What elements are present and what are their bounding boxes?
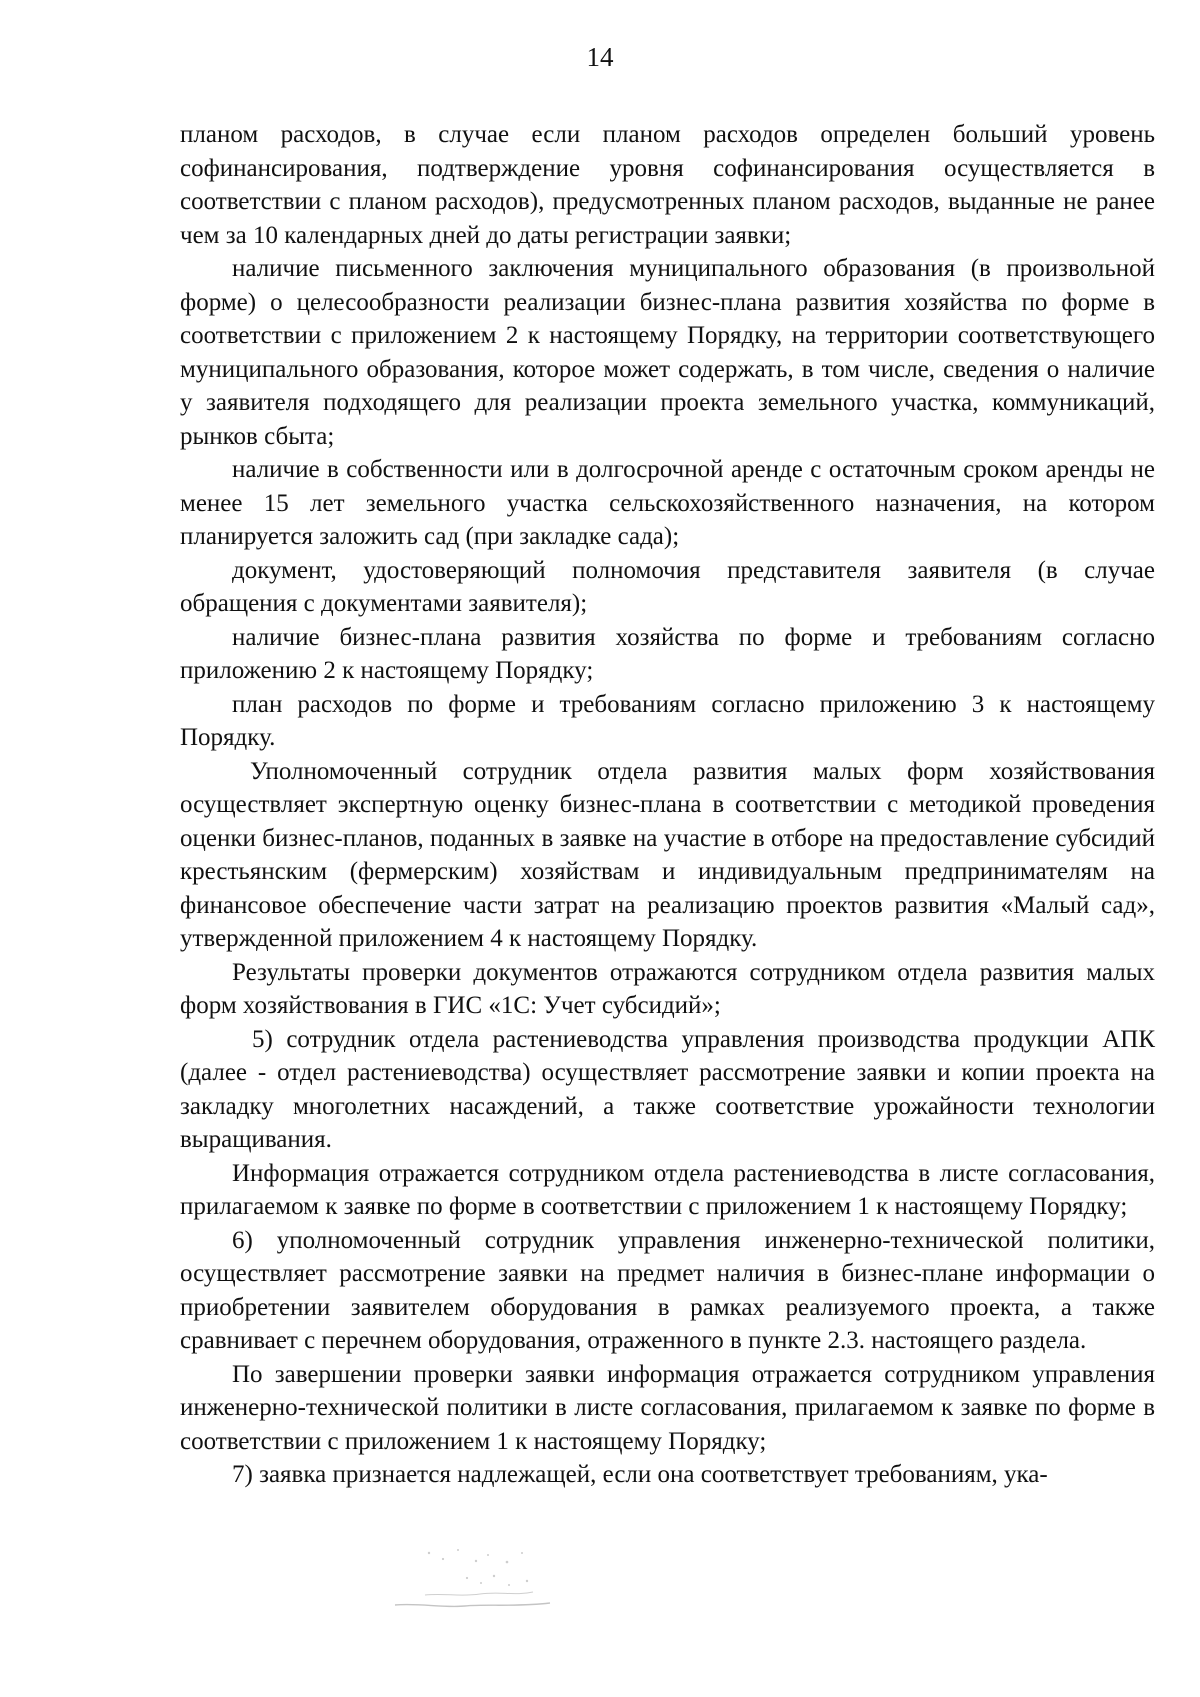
paragraph-land-ownership: наличие в собственности или в долгосрочной аренде с остаточным сроком аренды не менее 15 лет земельного участка сельскохозяйственного назначения, на котором планируется заложить сад (при закладке сада); bbox=[180, 456, 1155, 550]
paragraph-item-7: 7) заявка признается надлежащей, если она соответствует требованиям, ука- bbox=[232, 1461, 1048, 1488]
paragraph-expense-plan: план расходов по форме и требованиям согласно приложению 3 к настоящему Порядку. bbox=[180, 690, 1155, 751]
paragraph-verification-results: Результаты проверки документов отражаются сотрудником отдела развития малых форм хозяйствования в ГИС «1С: Учет субсидий»; bbox=[180, 958, 1155, 1019]
faint-stamp-mark bbox=[385, 1545, 565, 1615]
paragraph-municipal-conclusion: наличие письменного заключения муниципального образования (в произвольной форме) о целесообразности реализации бизнес-плана развития хозяйства по форме в соответствии с приложением 2 к настоящему Порядку, на территории соответствующего муниципального образования, которое может содержать, в том числе, сведения о наличие у заявителя подходящего для реализации проекта земельного участка, коммуникаций, рынков сбыта; bbox=[180, 255, 1155, 450]
paragraph-item-5: 5) сотрудник отдела растениеводства управления производства продукции АПК (далее - отдел растениеводства) осуществляет рассмотрение заявки и копии проекта на закладку многолетних насаждений, а также соответствие урожайности технологии выращивания. bbox=[180, 1025, 1155, 1153]
paragraph-cofinancing-continuation: планом расходов, в случае если планом расходов определен больший уровень софинансирования, подтверждение уровня софинансирования осуществляется в соответствии с планом расходов), предусмотренных планом расходов, выданные не ранее чем за 10 календарных дней до даты регистрации заявки; bbox=[180, 121, 1155, 249]
paragraph-item-6: 6) уполномоченный сотрудник управления инженерно-технической политики, осуществляет рассмотрение заявки на предмет наличия в бизнес-плане информации о приобретении заявителем оборудования в рамках реализуемого проекта, а также сравнивает с перечнем оборудования, отраженного в пункте 2.3. настоящего раздела. bbox=[180, 1226, 1155, 1354]
page-number: 14 bbox=[586, 42, 614, 72]
paragraph-representative-document: документ, удостоверяющий полномочия представителя заявителя (в случае обращения с документами заявителя); bbox=[180, 556, 1155, 617]
paragraph-business-plan: наличие бизнес-плана развития хозяйства по форме и требованиям согласно приложению 2 к настоящему Порядку; bbox=[180, 623, 1155, 684]
paragraph-expert-evaluation: Уполномоченный сотрудник отдела развития малых форм хозяйствования осуществляет экспертную оценку бизнес-плана в соответствии с методикой проведения оценки бизнес-планов, поданных в заявке на участие в отборе на предоставление субсидий крестьянским (фермерским) хозяйствам и индивидуальным предпринимателям на финансовое обеспечение части затрат на реализацию проектов развития «Малый сад», утвержденной приложением 4 к настоящему Порядку. bbox=[180, 757, 1155, 952]
paragraph-engineering-review: По завершении проверки заявки информация отражается сотрудником управления инженерно-технической политики в листе согласования, прилагаемом к заявке по форме в соответствии с приложением 1 к настоящему Порядку; bbox=[180, 1360, 1155, 1455]
document-body bbox=[180, 118, 1155, 1492]
paragraph-crop-department-info: Информация отражается сотрудником отдела растениеводства в листе согласования, прилагаемом к заявке по форме в соответствии с приложением 1 к настоящему Порядку; bbox=[180, 1159, 1155, 1220]
